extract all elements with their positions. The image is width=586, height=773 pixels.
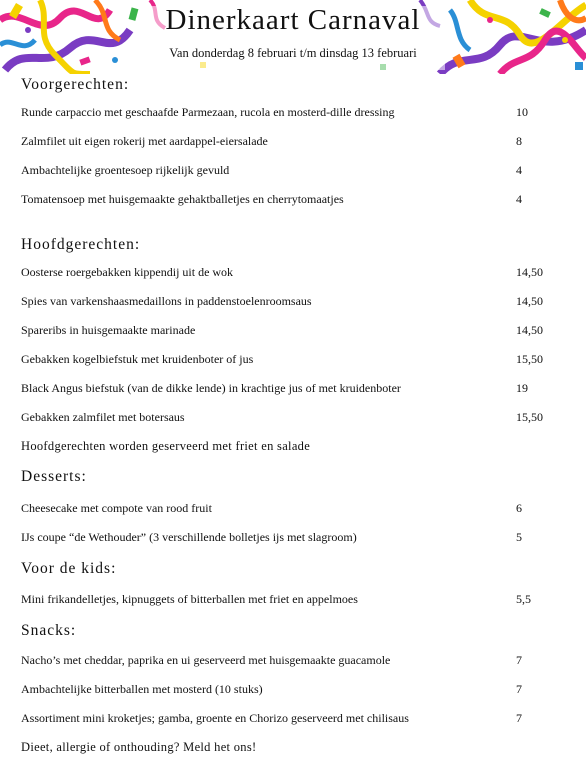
dish-price: 19 <box>516 381 528 395</box>
dish-name: Mini frikandelletjes, kipnuggets of bitterballen met friet en appelmoes <box>21 592 358 606</box>
dish-price: 10 <box>516 105 528 119</box>
menu-title: Dinerkaart Carnaval <box>165 4 421 36</box>
dish-price: 5,5 <box>516 592 531 606</box>
dish-price: 6 <box>516 501 522 515</box>
dish-price: 7 <box>516 711 522 725</box>
dish-price: 4 <box>516 192 522 206</box>
heading-voorgerechten: Voorgerechten: <box>21 76 130 93</box>
heading-kids: Voor de kids: <box>21 560 117 577</box>
dish-name: Nacho’s met cheddar, paprika en ui geserveerd met huisgemaakte guacamole <box>21 653 391 667</box>
allergy-note: Dieet, allergie of onthouding? Meld het ons! <box>21 740 257 754</box>
dish-name: Gebakken kogelbiefstuk met kruidenboter of jus <box>21 352 254 366</box>
dish-price: 5 <box>516 530 522 544</box>
dish-name: Spareribs in huisgemaakte marinade <box>21 323 196 337</box>
dish-name: Runde carpaccio met geschaafde Parmezaan, rucola en mosterd-dille dressing <box>21 105 395 119</box>
menu-subtitle: Van donderdag 8 februari t/m dinsdag 13 februari <box>169 46 417 60</box>
hoofdgerechten-note: Hoofdgerechten worden geserveerd met friet en salade <box>21 439 311 453</box>
dish-price: 4 <box>516 163 522 177</box>
dish-name: Ambachtelijke bitterballen met mosterd (10 stuks) <box>21 682 263 696</box>
dish-name: IJs coupe “de Wethouder” (3 verschillende bolletjes ijs met slagroom) <box>21 530 357 544</box>
dish-price: 8 <box>516 134 522 148</box>
dish-price: 7 <box>516 682 522 696</box>
dish-price: 7 <box>516 653 522 667</box>
dish-name: Ambachtelijke groentesoep rijkelijk gevuld <box>21 163 230 177</box>
dish-name: Oosterse roergebakken kippendij uit de wok <box>21 265 234 279</box>
heading-snacks: Snacks: <box>21 622 77 639</box>
heading-desserts: Desserts: <box>21 468 87 485</box>
dish-name: Assortiment mini kroketjes; gamba, groente en Chorizo geserveerd met chilisaus <box>21 711 409 725</box>
dish-price: 15,50 <box>516 410 543 424</box>
dish-price: 14,50 <box>516 265 543 279</box>
dish-name: Spies van varkenshaasmedaillons in paddenstoelenroomsaus <box>21 294 312 308</box>
dish-name: Zalmfilet uit eigen rokerij met aardappel-eiersalade <box>21 134 268 148</box>
dish-name: Black Angus biefstuk (van de dikke lende) in krachtige jus of met kruidenboter <box>21 381 401 395</box>
dish-price: 14,50 <box>516 323 543 337</box>
dish-price: 14,50 <box>516 294 543 308</box>
dish-name: Tomatensoep met huisgemaakte gehaktballetjes en cherrytomaatjes <box>21 192 344 206</box>
dish-name: Gebakken zalmfilet met botersaus <box>21 410 185 424</box>
heading-hoofdgerechten: Hoofdgerechten: <box>21 236 141 253</box>
dish-price: 15,50 <box>516 352 543 366</box>
dish-name: Cheesecake met compote van rood fruit <box>21 501 212 515</box>
